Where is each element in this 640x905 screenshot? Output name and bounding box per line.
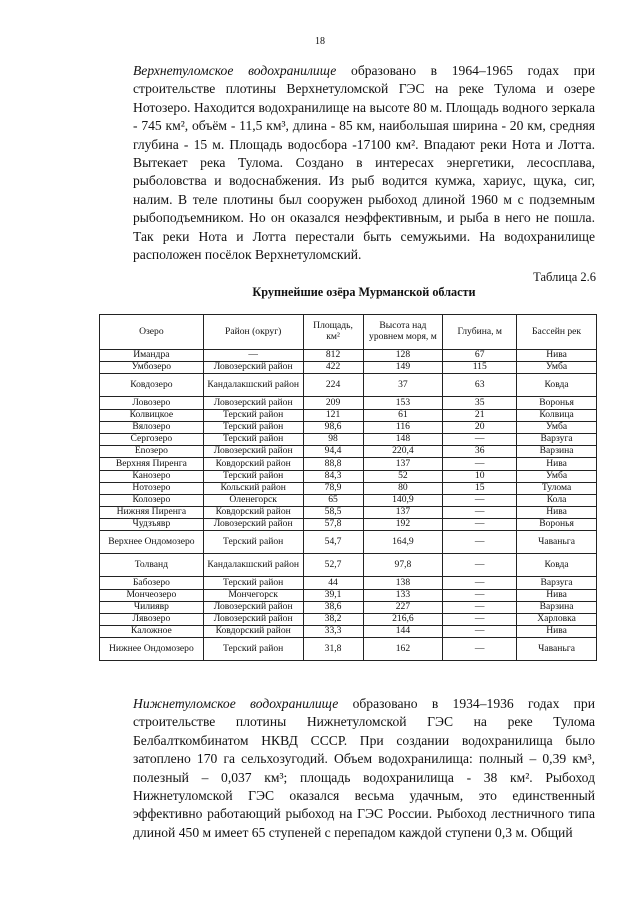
table-cell: Каложное [100,626,204,638]
table-cell: 121 [303,409,363,421]
table-row [100,601,597,613]
table-cell: — [443,458,517,470]
column-header: Бассейн рек [517,315,597,350]
table-cell: — [443,554,517,577]
table-header-row [100,315,597,350]
table-cell: 88,8 [303,458,363,470]
table-cell: Воронья [517,397,597,409]
table-cell: 61 [363,409,443,421]
table-cell: 216,6 [363,614,443,626]
table-cell: Нива [517,507,597,519]
paragraph-text: образовано в 1964–1965 годах при строительстве плотины Верхнетуломской ГЭС на реке Тулома и озере Нотозеро. Находится водохранилище на высоте 80 м. Площадь водного зеркала - 745 км², объём - 11,5 км³, длина - 85 км, наибольшая ширина - 20 км, средняя глубина - 15 м. Площадь водосбора -17100 км². Впадают реки Нота и Лотта. Вытекает река Тулома. Создано в интересах энергетики, лесосплава, рыболовства и водоснабжения. Из рыб водится кумжа, хариус, щука, сиг, налим. В теле плотины был сооружен рыбоход длиной 1960 м с подземным рыбоподъемником. Но он оказался неэффективным, и рыба в него не пошла. Так реки Нота и Лотта перестали быть семужьими. На водохранилище расположен посёлок Верхнетуломский. [133,63,596,263]
table-cell: 54,7 [303,531,363,554]
lakes-table [99,314,597,661]
table-cell: Еnозеро [100,446,204,458]
table-row [100,446,597,458]
table-cell: 38,6 [303,601,363,613]
paragraph-text: образовано в 1934–1936 годах при строительстве плотины Нижнетуломской ГЭС на реке Тулома Белбалткомбинатом НКВД СССР. При создании водохранилища было затоплено 170 га сельхозугодий. Объем водохранилища: полный – 0,39 км³, полезный – 0,037 км³; площадь водохранилища - 38 км². Рыбоход Нижнетуломской ГЭС оказался весьма удачным, это единственный эффективно работающий рыбоход на ГЭС России. Рыбоход лестничного типа длиной 450 м имеет 65 ступеней с перепадом каждой ступени 0,3 м. Общий [133,696,596,840]
table-cell: — [203,350,303,362]
paragraph-term: Нижнетуломское водохранилище [133,696,339,711]
table-cell: 140,9 [363,494,443,506]
table-cell: Умба [517,470,597,482]
table-cell: Канозеро [100,470,204,482]
table-cell: Воронья [517,519,597,531]
table-cell: Ковда [517,554,597,577]
table-cell: Нотозеро [100,482,204,494]
table-cell: 192 [363,519,443,531]
table-cell: 148 [363,433,443,445]
table-cell: 153 [363,397,443,409]
table-cell: Нива [517,350,597,362]
table-cell: 57,8 [303,519,363,531]
table-cell: — [443,589,517,601]
table-cell: 78,9 [303,482,363,494]
table-cell: 31,8 [303,638,363,661]
table-cell: 44 [303,577,363,589]
table-row [100,638,597,661]
column-header: Озеро [100,315,204,350]
table-cell: Варзина [517,601,597,613]
column-header: Район (округ) [203,315,303,350]
table-cell: 10 [443,470,517,482]
table-cell: Ловозерский район [203,614,303,626]
column-header: Площадь, км² [303,315,363,350]
table-row [100,362,597,374]
paragraph-term: Верхнетуломское водохранилище [133,63,337,78]
table-cell: Верхнее Ондомозеро [100,531,204,554]
table-cell: Толванд [100,554,204,577]
table-cell: — [443,531,517,554]
table-cell: Ловозерский район [203,601,303,613]
table-cell: Лявозеро [100,614,204,626]
table-cell: 35 [443,397,517,409]
table-cell: Оленегорск [203,494,303,506]
table-cell: 39,1 [303,589,363,601]
table-cell: 137 [363,507,443,519]
table-cell: Терский район [203,433,303,445]
table-cell: Ловозерский район [203,362,303,374]
table-cell: 36 [443,446,517,458]
table-cell: — [443,601,517,613]
table-cell: Колозеро [100,494,204,506]
table-cell: 15 [443,482,517,494]
table-cell: Вялозеро [100,421,204,433]
table-cell: Нива [517,626,597,638]
table-cell: 98 [303,433,363,445]
table-cell: Нива [517,458,597,470]
table-cell: 138 [363,577,443,589]
table-row [100,494,597,506]
table-cell: Терский район [203,421,303,433]
table-cell: 164,9 [363,531,443,554]
table-cell: 37 [363,374,443,397]
table-cell: Мончегорск [203,589,303,601]
table-cell: 137 [363,458,443,470]
table-cell: Варзуга [517,433,597,445]
table-cell: — [443,614,517,626]
table-cell: 80 [363,482,443,494]
table-cell: Ковдорский район [203,507,303,519]
table-body [100,350,597,661]
table-cell: 63 [443,374,517,397]
table-cell: Кандалакшский район [203,554,303,577]
table-cell: Ковда [517,374,597,397]
table-cell: Варзуга [517,577,597,589]
table-cell: — [443,577,517,589]
table-cell: Нива [517,589,597,601]
table-cell: — [443,638,517,661]
table-cell: Ловозеро [100,397,204,409]
table-cell: Кандалакшский район [203,374,303,397]
table-cell: Сергозеро [100,433,204,445]
table-cell: 20 [443,421,517,433]
table-row [100,350,597,362]
table-cell: 58,5 [303,507,363,519]
table-cell: 227 [363,601,443,613]
table-cell: 115 [443,362,517,374]
table-cell: 38,2 [303,614,363,626]
table-cell: 97,8 [363,554,443,577]
table-cell: Терский район [203,531,303,554]
table-cell: 21 [443,409,517,421]
table-cell: Чудзъявр [100,519,204,531]
table-cell: — [443,494,517,506]
table-cell: Терский район [203,409,303,421]
table-row [100,470,597,482]
table-cell: 52,7 [303,554,363,577]
table-cell: Имандра [100,350,204,362]
table-cell: Ловозерский район [203,446,303,458]
table-row [100,614,597,626]
table-row [100,531,597,554]
table-row [100,374,597,397]
table-cell: 220,4 [363,446,443,458]
table-cell: Ковдорский район [203,458,303,470]
table-row [100,482,597,494]
table-row [100,433,597,445]
table-cell: 812 [303,350,363,362]
column-header: Глубина, м [443,315,517,350]
table-cell: Умбозеро [100,362,204,374]
table-cell: Бабозеро [100,577,204,589]
table-cell: 422 [303,362,363,374]
table-cell: 98,6 [303,421,363,433]
table-cell: — [443,519,517,531]
table-cell: Нижняя Пиренга [100,507,204,519]
table-cell: 52 [363,470,443,482]
table-cell: Чилиявр [100,601,204,613]
table-row [100,577,597,589]
table-cell: 149 [363,362,443,374]
table-cell: — [443,433,517,445]
table-cell: Чаваньга [517,531,597,554]
table-cell: 133 [363,589,443,601]
table-cell: 224 [303,374,363,397]
table-cell: Колвица [517,409,597,421]
table-cell: Верхняя Пиренга [100,458,204,470]
paragraph-nizhnetulomskoe [133,695,595,842]
table-cell: Чаваньга [517,638,597,661]
table-cell: Нижнее Ондомозеро [100,638,204,661]
table-number: Таблица 2.6 [533,270,596,284]
table-cell: 65 [303,494,363,506]
table-cell: 33,3 [303,626,363,638]
table-cell: — [443,626,517,638]
table-row [100,507,597,519]
table-cell: Ловозерский район [203,519,303,531]
table-cell: Терский район [203,470,303,482]
table-cell: Умба [517,421,597,433]
table-cell: Колвицкое [100,409,204,421]
table-cell: 209 [303,397,363,409]
table-cell: 144 [363,626,443,638]
table-row [100,397,597,409]
page-number: 18 [315,36,325,47]
table-cell: Ковдорский район [203,626,303,638]
table-cell: 84,3 [303,470,363,482]
table-row [100,589,597,601]
table-cell: Варзина [517,446,597,458]
table-cell: Кольский район [203,482,303,494]
table-cell: — [443,507,517,519]
table-row [100,554,597,577]
table-row [100,409,597,421]
table-row [100,421,597,433]
table-title: Крупнейшие озёра Мурманской области [252,285,476,299]
table-cell: 116 [363,421,443,433]
table-cell: 162 [363,638,443,661]
table-cell: Умба [517,362,597,374]
table-cell: 94,4 [303,446,363,458]
table-row [100,519,597,531]
table-cell: Мончеозеро [100,589,204,601]
table-cell: Кола [517,494,597,506]
table-cell: 67 [443,350,517,362]
table-cell: 128 [363,350,443,362]
table-cell: Ковдозеро [100,374,204,397]
column-header: Высота над уровнем моря, м [363,315,443,350]
table-row [100,626,597,638]
table-cell: Харловка [517,614,597,626]
table-cell: Терский район [203,577,303,589]
table-cell: Терский район [203,638,303,661]
table-row [100,458,597,470]
table-cell: Ловозерский район [203,397,303,409]
table-cell: Тулома [517,482,597,494]
paragraph-verkhnetulomskoe [133,62,595,264]
